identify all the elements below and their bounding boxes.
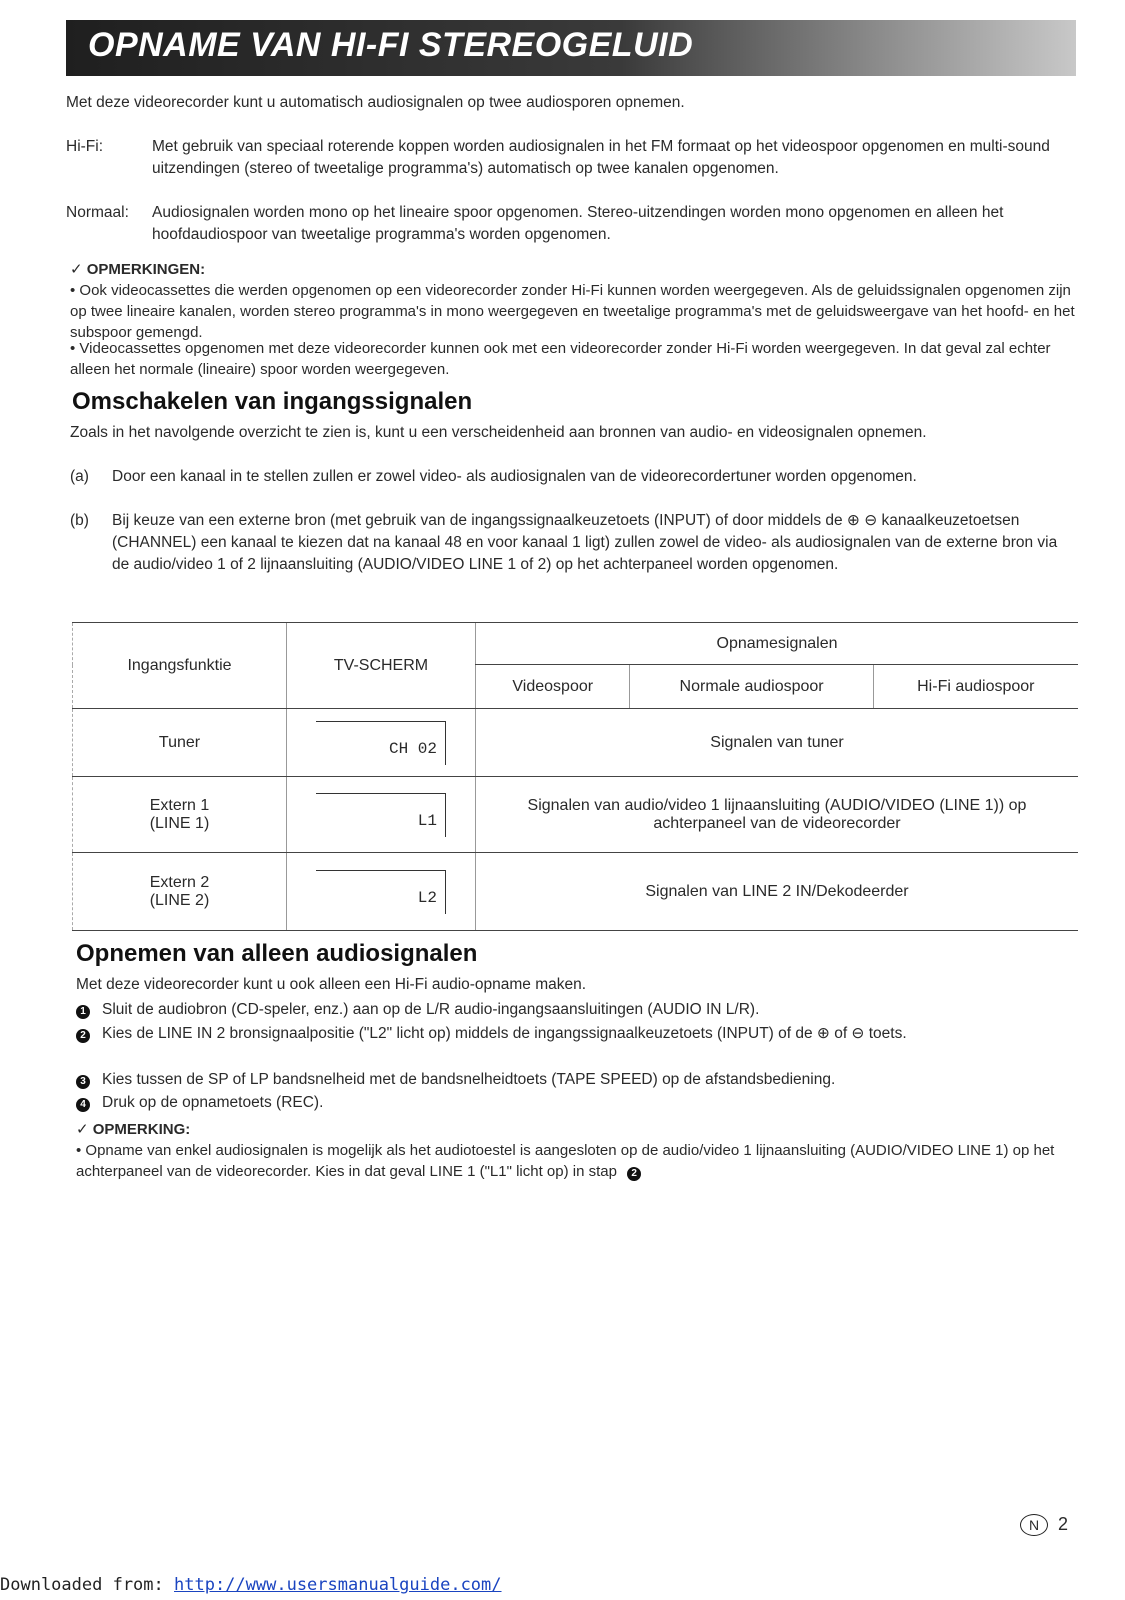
- row-signal: Signalen van tuner: [476, 709, 1079, 777]
- footer: [0, 1575, 502, 1595]
- row-input: Extern 2 (LINE 2): [73, 853, 287, 931]
- page-number-value: 2: [1058, 1514, 1069, 1534]
- step-text: Kies tussen de SP of LP bandsnelheid met de bandsnelheidtoets (TAPE SPEED) op de afstandsbediening.: [102, 1071, 836, 1088]
- section-intro: Zoals in het navolgende overzicht te zien is, kunt u een verscheidenheid aan bronnen van audio- en videosignalen opnemen.: [70, 424, 927, 441]
- footer-link[interactable]: http://www.usersmanualguide.com/: [174, 1575, 502, 1595]
- screen-display: L1: [316, 793, 446, 837]
- note-item: • Ook videocassettes die werden opgenomen op een videorecorder zonder Hi-Fi kunnen worden weergegeven. Als de geluidssignalen opgenomen zijn op twee lineaire kanalen, worden stereo programma's in mono weergegeven en tweetalige programma's met de geluidsweergave van het hoofd- en het subspoor gemengd.: [70, 282, 1075, 341]
- footer-prefix: Downloaded from:: [0, 1575, 174, 1595]
- step-text: Kies de LINE IN 2 bronsignaalpositie ("L2" licht op) middels de ingangssignaalkeuzetoets (INPUT) of de ⊕ of ⊖ toets.: [102, 1025, 907, 1042]
- notes-heading: ✓ OPMERKING:: [76, 1121, 191, 1138]
- page-title: OPNAME VAN HI-FI STEREOGELUID: [88, 26, 694, 64]
- def-text-normaal: Audiosignalen worden mono op het lineaire spoor opgenomen. Stereo-uitzendingen worden mono opgenomen en alleen het hoofdaudiospoor van tweetalige programma's worden opgenomen.: [152, 204, 1004, 243]
- header-screen: TV-SCHERM: [287, 623, 476, 709]
- title-banner: [66, 20, 1076, 76]
- row-signal: Signalen van LINE 2 IN/Dekodeerder: [476, 853, 1079, 931]
- section-heading: Opnemen van alleen audiosignalen: [76, 940, 478, 967]
- step-number: 2: [76, 1029, 90, 1043]
- item-label: (b): [70, 512, 89, 529]
- section-intro: Met deze videorecorder kunt u ook alleen een Hi-Fi audio-opname maken.: [76, 976, 587, 993]
- item-text: Bij keuze van een externe bron (met gebruik van de ingangssignaalkeuzetoets (INPUT) of door middels de ⊕ ⊖ kanaalkeuzetoetsen (CHANNEL) een kanaal te kiezen dat na kanaal 48 en voor kanaal 1 ligt) zullen zowel de video- als audiosignalen van de externe bron via de audio/video 1 of 2 lijnaansluiting (AUDIO/VIDEO LINE 1 of 2) op het achterpaneel worden opgenomen.: [112, 512, 1058, 573]
- section-heading: Omschakelen van ingangssignalen: [72, 388, 473, 415]
- language-badge: N: [1020, 1514, 1048, 1536]
- header-normale: Normale audiospoor: [630, 665, 873, 709]
- notes-heading: ✓ OPMERKINGEN:: [70, 261, 206, 278]
- row-input: Extern 1 (LINE 1): [73, 777, 287, 853]
- item-text: Door een kanaal in te stellen zullen er zowel video- als audiosignalen van de videorecordertuner worden opgenomen.: [112, 468, 917, 485]
- def-label-hifi: Hi-Fi:: [66, 138, 104, 155]
- row-signal: Signalen van audio/video 1 lijnaansluiting (AUDIO/VIDEO (LINE 1)) op achterpaneel van de videorecorder: [476, 777, 1079, 853]
- step-item: [76, 1069, 1076, 1091]
- row-screen: [287, 777, 476, 853]
- header-group: Opnamesignalen: [476, 623, 1079, 665]
- row-screen: [287, 853, 476, 931]
- table-row: [73, 709, 1079, 777]
- def-text-hifi: Met gebruik van speciaal roterende koppen worden audiosignalen in het FM formaat op het videospoor opgenomen en multi-sound uitzendingen (stereo of tweetalige programma's) automatisch op twee kanalen opgenomen.: [152, 138, 1050, 177]
- page-number: [1020, 1514, 1068, 1536]
- note-text: • Opname van enkel audiosignalen is mogelijk als het audiotoestel is aangesloten op de audio/video 1 lijnaansluiting (AUDIO/VIDEO LINE 1) op het achterpaneel van de videorecorder. Kies in dat geval LINE 1 ("L1" licht op) in stap: [76, 1142, 1055, 1180]
- row-screen: [287, 709, 476, 777]
- item-label: (a): [70, 468, 89, 485]
- screen-display: CH 02: [316, 721, 446, 765]
- step-text: Druk op de opnametoets (REC).: [102, 1094, 324, 1111]
- input-signals-table: [72, 622, 1078, 931]
- intro-text: Met deze videorecorder kunt u automatisch audiosignalen op twee audiosporen opnemen.: [66, 94, 685, 111]
- def-label-normaal: Normaal:: [66, 204, 129, 221]
- note-item: [76, 1140, 1076, 1182]
- step-number: 4: [76, 1098, 90, 1112]
- row-input: Tuner: [73, 709, 287, 777]
- screen-display: L2: [316, 870, 446, 914]
- step-item: [76, 999, 1076, 1021]
- step-text: Sluit de audiobron (CD-speler, enz.) aan op de L/R audio-ingangsaansluitingen (AUDIO IN L/R).: [102, 1001, 760, 1018]
- table-row: [73, 777, 1079, 853]
- table-row: [73, 853, 1079, 931]
- note-item: • Videocassettes opgenomen met deze videorecorder kunnen ook met een videorecorder zonder Hi-Fi worden weergegeven. In dat geval zal echter alleen het normale (lineaire) spoor worden weergegeven.: [70, 340, 1051, 378]
- step-number: 3: [76, 1075, 90, 1089]
- header-input: Ingangsfunktie: [73, 623, 287, 709]
- step-reference: 2: [627, 1167, 641, 1181]
- header-videospoor: Videospoor: [476, 665, 630, 709]
- step-item: [76, 1092, 1076, 1114]
- step-item: [76, 1023, 1076, 1045]
- header-hifi: Hi-Fi audiospoor: [873, 665, 1078, 709]
- step-number: 1: [76, 1005, 90, 1019]
